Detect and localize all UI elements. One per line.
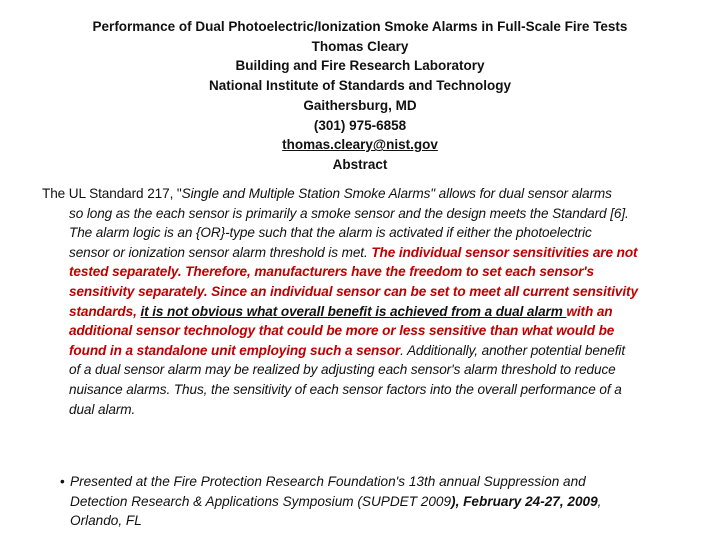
note-date: ), February 24-27, 2009 xyxy=(451,493,598,509)
abstract-body xyxy=(42,184,682,419)
lab-name: Building and Fire Research Laboratory xyxy=(235,58,485,74)
abstract-text: The UL Standard 217, " xyxy=(42,186,182,201)
abstract-line xyxy=(42,184,682,204)
note-line xyxy=(70,492,601,512)
abstract-text: . Additionally, another potential benefit xyxy=(400,342,625,358)
note-line: Orlando, FL xyxy=(70,513,142,529)
abstract-line: sensitivity separately. Since an individual sensor can be set to meet all current sensitivity xyxy=(69,283,638,299)
bullet-icon: • xyxy=(60,474,65,489)
email-link[interactable]: thomas.cleary@nist.gov xyxy=(282,137,438,153)
abstract-line xyxy=(42,341,682,361)
phone-number: (301) 975-6858 xyxy=(313,117,407,133)
abstract-line: nuisance alarms. Thus, the sensitivity of each sensor factors into the overall performance of a xyxy=(69,381,622,397)
abstract-text: Single and Multiple Station Smoke Alarms" allows for dual sensor alarms xyxy=(181,186,612,201)
author-name: Thomas Cleary xyxy=(311,38,409,54)
document-header xyxy=(0,17,720,175)
abstract-line: tested separately. Therefore, manufacturers have the freedom to set each sensor's xyxy=(69,264,594,280)
institute-name: National Institute of Standards and Technology xyxy=(208,78,512,94)
note-text-part: , xyxy=(597,493,602,509)
abstract-line xyxy=(42,302,682,322)
abstract-line: additional sensor technology that could be more or less sensitive than what would be xyxy=(69,323,615,339)
abstract-line: so long as the each sensor is primarily a smoke sensor and the design meets the Standard [6]. xyxy=(69,205,629,221)
paper-title: Performance of Dual Photoelectric/Ionization Smoke Alarms in Full-Scale Fire Tests xyxy=(92,19,628,34)
abstract-line: dual alarm. xyxy=(69,401,136,417)
note-text xyxy=(70,472,601,531)
highlighted-text: with an xyxy=(566,303,613,319)
location: Gaithersburg, MD xyxy=(303,97,417,113)
highlighted-text: standards, xyxy=(69,303,141,319)
highlighted-text: The individual sensor sensitivities are not xyxy=(371,244,638,260)
note-text-part: Detection Research & Applications Symposium (SUPDET 2009 xyxy=(70,493,452,509)
note-line: Presented at the Fire Protection Research Foundation's 13th annual Suppression and xyxy=(70,474,586,489)
abstract-text: sensor or ionization sensor alarm threshold is met. xyxy=(69,244,372,260)
abstract-heading: Abstract xyxy=(332,156,388,172)
highlighted-text: found in a standalone unit employing such a sensor xyxy=(69,342,401,358)
abstract-line: The alarm logic is an {OR}-type such that the alarm is activated if either the photoelectric xyxy=(69,225,592,241)
abstract-line xyxy=(42,243,682,263)
abstract-line: of a dual sensor alarm may be realized by adjusting each sensor's alarm threshold to reduce xyxy=(69,362,616,378)
underlined-text: it is not obvious what overall benefit is achieved from a dual alarm xyxy=(140,303,567,319)
